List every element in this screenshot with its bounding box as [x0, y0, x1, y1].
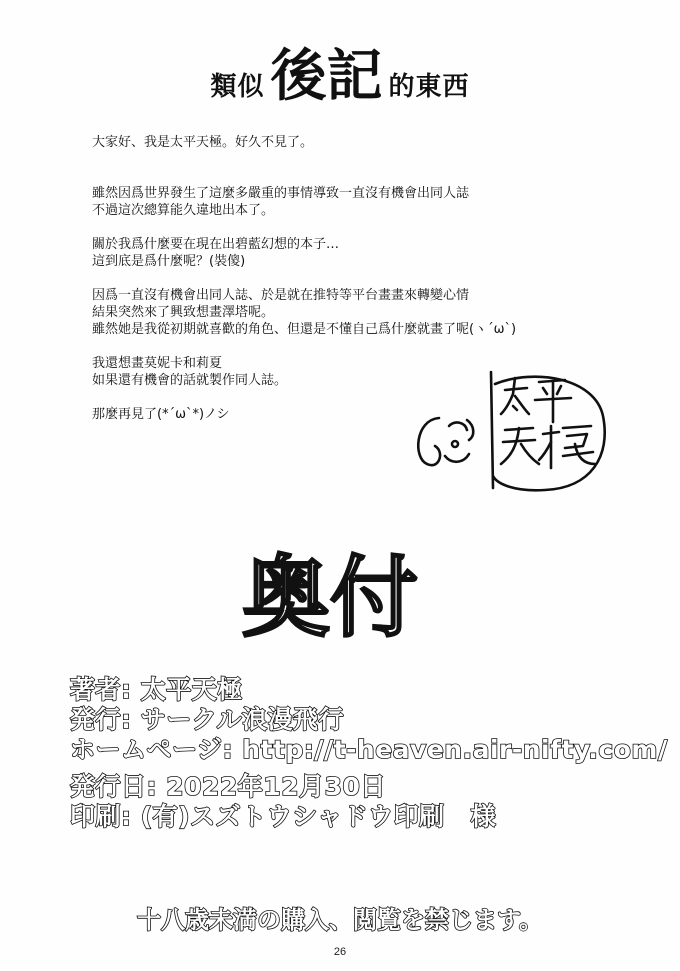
homepage-url: http://t-heaven.air-nifty.com/: [242, 735, 668, 764]
text-line: 那麼再見了(*´ω`*)ノシ: [92, 407, 230, 422]
author-label: 著者:: [70, 675, 132, 704]
page-title: [0, 32, 680, 112]
text-line: 關於我爲什麼要在現在出碧藍幻想的本子…: [92, 237, 340, 252]
colophon-info-block: [70, 675, 670, 765]
colophon-print-block: [70, 772, 670, 832]
title-suffix: 的東西: [388, 72, 470, 102]
date-value: 2022年12月30日: [166, 772, 386, 801]
text-line: 不過這次總算能久違地出本了。: [92, 203, 275, 218]
paragraph-situation: [92, 185, 612, 219]
author-value: 太平天極: [140, 675, 243, 704]
colophon-heading: [230, 540, 430, 650]
paragraph-greeting: [92, 134, 612, 151]
text-line: 如果還有機會的話就製作同人誌。: [92, 373, 288, 388]
text-line: 因爲一直沒有機會出同人誌、於是就在推特等平台畫畫來轉變心情: [92, 288, 470, 303]
title-prefix: 類似: [210, 72, 265, 102]
text-line: 雖然她是我從初期就喜歡的角色、但還是不懂自己爲什麼就畫了呢(ヽ´ω`): [92, 322, 517, 337]
text-line: 這到底是爲什麼呢？(裝傻): [92, 254, 246, 269]
printer-value: (有)スズトウシャドウ印刷: [140, 802, 445, 831]
publisher-label: 発行:: [70, 705, 132, 734]
printer-label: 印刷:: [70, 802, 132, 831]
handwritten-signature: [405, 360, 615, 500]
homepage-row: [70, 735, 670, 765]
text-line: 結果突然來了興致想畫澤塔呢。: [92, 305, 275, 320]
publisher-value: サークル浪漫飛行: [140, 705, 344, 734]
printer-row: [70, 802, 670, 832]
age-warning: 十八歳未満の購入、閲覧を禁じます。: [136, 906, 544, 934]
paragraph-why: [92, 236, 612, 270]
printer-suffix: 様: [470, 802, 497, 831]
date-row: [70, 772, 670, 802]
publisher-row: [70, 705, 670, 735]
title-main: 後記: [270, 44, 383, 109]
page-number: 26: [333, 946, 347, 958]
colophon-heading-text: 奥付: [241, 546, 419, 649]
text-line: 我還想畫莫妮卡和莉夏: [92, 356, 223, 371]
text-line: 雖然因爲世界發生了這麼多嚴重的事情導致一直沒有機會出同人誌: [92, 186, 470, 201]
text-line: 大家好、我是太平天極。好久不見了。: [92, 135, 314, 150]
author-row: [70, 675, 670, 705]
date-label: 発行日:: [70, 772, 157, 801]
homepage-label: ホームページ:: [70, 735, 233, 764]
paragraph-reason: [92, 287, 612, 338]
